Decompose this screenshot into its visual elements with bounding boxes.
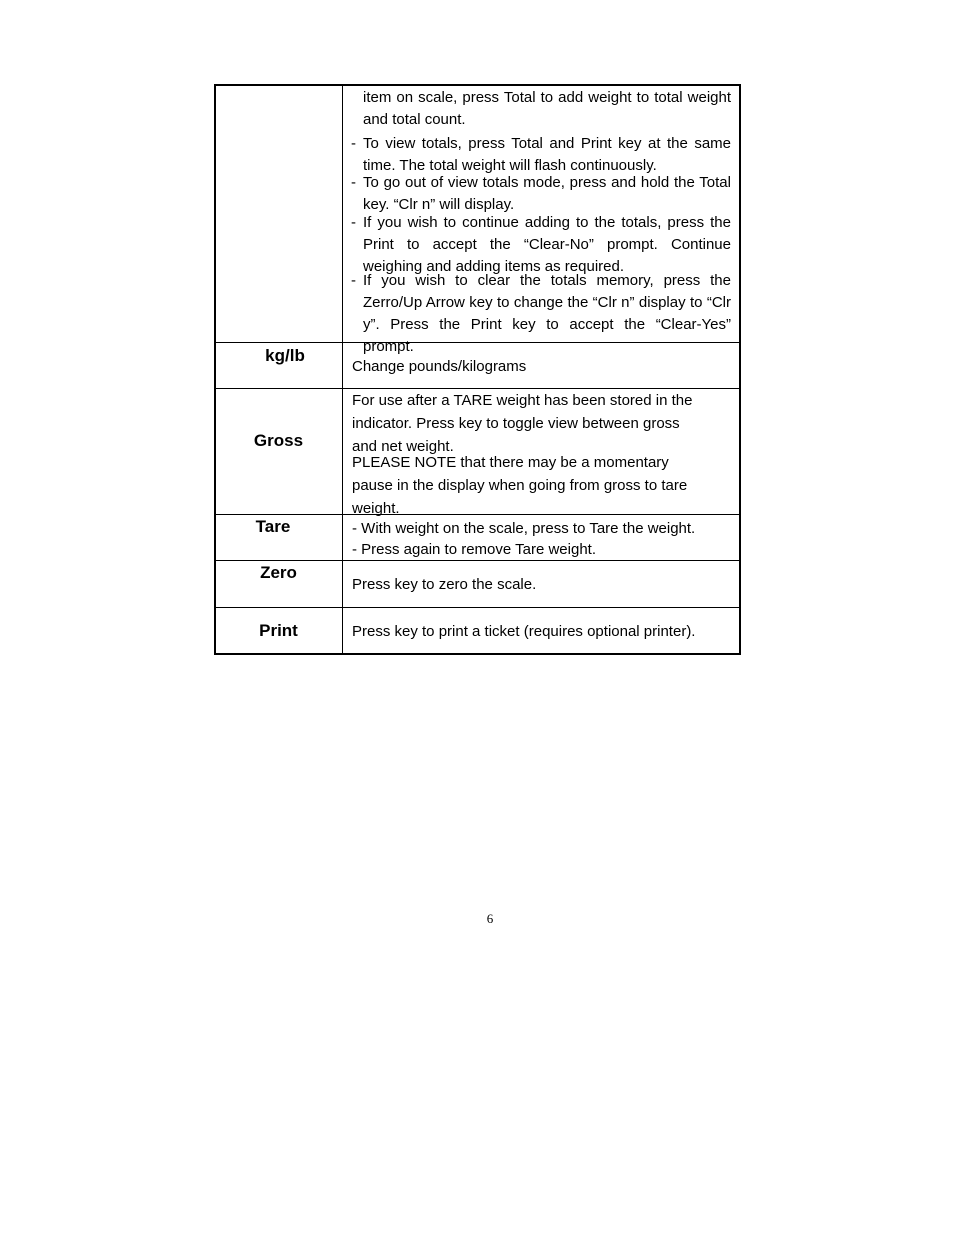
key-tare: Tare	[255, 517, 291, 536]
row-divider	[214, 607, 741, 608]
key-kg-lb: kg/lb	[265, 346, 305, 365]
key-description: Press key to zero the scale.	[352, 576, 537, 593]
gross-description: For use after a TARE weight has been stored in the indicator. Press key to toggle view between gross and net weight. PLEASE NOTE that there may be a momentary pause in the display when going from gross to tare weight.	[352, 392, 693, 517]
key-description: - Press again to remove Tare weight.	[352, 541, 597, 558]
list-item: - If you wish to continue adding to the totals, press the Print to accept the “Clear-No” prompt. Continue weighing and adding items as required.	[351, 214, 731, 275]
total-key-description	[344, 86, 739, 355]
page-number: 6	[486, 911, 494, 926]
list-item: - If you wish to clear the totals memory, press the Zerro/Up Arrow key to change the “Clr n” display to “Clr y”. Press the Print key to accept the “Clear-Yes” prompt.	[351, 272, 731, 355]
list-item: - To view totals, press Total and Print key at the same time. The total weight will flash continuously.	[351, 135, 731, 174]
list-item: - To go out of view totals mode, press and hold the Total key. “Clr n” will display.	[351, 174, 731, 213]
key-description: Press key to print a ticket (requires optional printer).	[352, 623, 696, 640]
row-divider	[214, 514, 741, 515]
key-gross: Gross	[253, 431, 304, 450]
list-item: item on scale, press Total to add weight to total weight and total count.	[363, 89, 731, 128]
key-description: Change pounds/kilograms	[352, 358, 527, 375]
key-zero: Zero	[260, 563, 297, 582]
key-description: - With weight on the scale, press to Tare the weight.	[352, 520, 696, 537]
key-print: Print	[259, 621, 298, 640]
